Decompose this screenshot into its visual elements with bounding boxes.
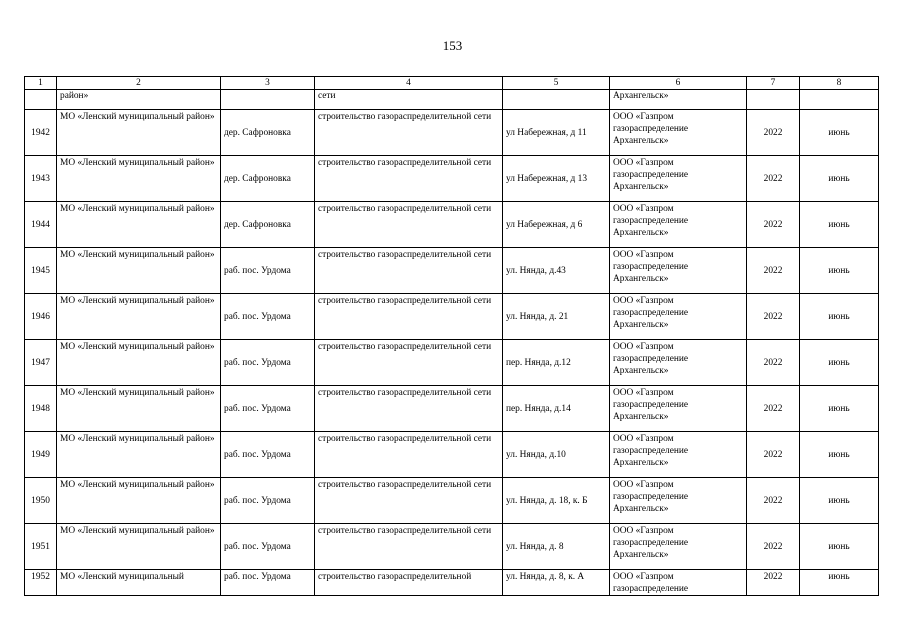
district-cell: район»	[57, 90, 221, 110]
district-cell: МО «Ленский муниципальный район»	[57, 156, 221, 202]
operator-cell: ООО «Газпром газораспределение Архангельск»	[610, 340, 747, 386]
operator-cell: ООО «Газпром газораспределение Архангельск»	[610, 294, 747, 340]
settlement-cell: раб. пос. Урдома	[221, 478, 315, 524]
work-cell: строительство газораспределительной сети	[315, 248, 503, 294]
month-cell: июнь	[800, 294, 879, 340]
year-cell: 2022	[747, 524, 800, 570]
settlement-cell: дер. Сафроновка	[221, 110, 315, 156]
street-cell	[503, 90, 610, 110]
num-cell: 1946	[25, 294, 57, 340]
street-cell: ул Набережная, д 11	[503, 110, 610, 156]
year-cell: 2022	[747, 294, 800, 340]
month-cell: июнь	[800, 110, 879, 156]
num-cell: 1942	[25, 110, 57, 156]
work-cell: строительство газораспределительной сети	[315, 110, 503, 156]
num-cell: 1948	[25, 386, 57, 432]
operator-cell: ООО «Газпром газораспределение Архангельск»	[610, 432, 747, 478]
settlement-cell	[221, 90, 315, 110]
district-cell: МО «Ленский муниципальный район»	[57, 340, 221, 386]
year-cell: 2022	[747, 478, 800, 524]
street-cell: ул Набережная, д 13	[503, 156, 610, 202]
column-number-header	[25, 77, 879, 90]
street-cell: ул. Нянда, д. 8, к. А	[503, 570, 610, 596]
num-cell: 1944	[25, 202, 57, 248]
table-row	[25, 478, 879, 524]
operator-cell: ООО «Газпром газораспределение Архангельск»	[610, 202, 747, 248]
district-cell: МО «Ленский муниципальный район»	[57, 432, 221, 478]
street-cell: ул. Нянда, д. 18, к. Б	[503, 478, 610, 524]
year-cell: 2022	[747, 156, 800, 202]
table-row	[25, 524, 879, 570]
month-cell: июнь	[800, 340, 879, 386]
district-cell: МО «Ленский муниципальный район»	[57, 294, 221, 340]
table-row-last	[25, 570, 879, 596]
header-cell: 1	[25, 77, 57, 90]
year-cell: 2022	[747, 110, 800, 156]
street-cell: пер. Нянда, д.12	[503, 340, 610, 386]
table-row	[25, 386, 879, 432]
header-cell: 2	[57, 77, 221, 90]
settlement-cell: раб. пос. Урдома	[221, 524, 315, 570]
street-cell: пер. Нянда, д.14	[503, 386, 610, 432]
work-cell: строительство газораспределительной	[315, 570, 503, 596]
table-row	[25, 248, 879, 294]
header-cell: 4	[315, 77, 503, 90]
district-cell: МО «Ленский муниципальный район»	[57, 524, 221, 570]
header-cell: 5	[503, 77, 610, 90]
year-cell: 2022	[747, 248, 800, 294]
work-cell: строительство газораспределительной сети	[315, 202, 503, 248]
work-cell: строительство газораспределительной сети	[315, 432, 503, 478]
month-cell: июнь	[800, 156, 879, 202]
continuation-row	[25, 90, 879, 110]
street-cell: ул Набережная, д 6	[503, 202, 610, 248]
header-cell: 7	[747, 77, 800, 90]
district-cell: МО «Ленский муниципальный район»	[57, 386, 221, 432]
settlement-cell: дер. Сафроновка	[221, 156, 315, 202]
district-cell: МО «Ленский муниципальный район»	[57, 478, 221, 524]
num-cell: 1943	[25, 156, 57, 202]
settlement-cell: раб. пос. Урдома	[221, 340, 315, 386]
district-cell: МО «Ленский муниципальный район»	[57, 110, 221, 156]
year-cell: 2022	[747, 570, 800, 596]
operator-cell: ООО «Газпром газораспределение Архангельск»	[610, 156, 747, 202]
work-cell: строительство газораспределительной сети	[315, 524, 503, 570]
month-cell: июнь	[800, 202, 879, 248]
settlement-cell: раб. пос. Урдома	[221, 248, 315, 294]
operator-cell: ООО «Газпром газораспределение	[610, 570, 747, 596]
operator-cell: ООО «Газпром газораспределение Архангельск»	[610, 386, 747, 432]
month-cell: июнь	[800, 432, 879, 478]
table-row	[25, 156, 879, 202]
street-cell: ул. Нянда, д. 21	[503, 294, 610, 340]
year-cell: 2022	[747, 202, 800, 248]
table-row	[25, 294, 879, 340]
work-cell: строительство газораспределительной сети	[315, 156, 503, 202]
operator-cell: ООО «Газпром газораспределение Архангельск»	[610, 478, 747, 524]
district-cell: МО «Ленский муниципальный район»	[57, 248, 221, 294]
street-cell: ул. Нянда, д.43	[503, 248, 610, 294]
num-cell: 1952	[25, 570, 57, 596]
table-row	[25, 340, 879, 386]
month-cell: июнь	[800, 248, 879, 294]
page-number: 153	[442, 38, 463, 53]
work-cell: строительство газораспределительной сети	[315, 294, 503, 340]
work-cell: строительство газораспределительной сети	[315, 340, 503, 386]
operator-cell: Архангельск»	[610, 90, 747, 110]
year-cell: 2022	[747, 386, 800, 432]
year-cell: 2022	[747, 340, 800, 386]
month-cell: июнь	[800, 386, 879, 432]
data-table	[24, 76, 879, 596]
work-cell: строительство газораспределительной сети	[315, 478, 503, 524]
table-row	[25, 110, 879, 156]
num-cell: 1949	[25, 432, 57, 478]
num-cell	[25, 90, 57, 110]
settlement-cell: раб. пос. Урдома	[221, 386, 315, 432]
settlement-cell: дер. Сафроновка	[221, 202, 315, 248]
num-cell: 1951	[25, 524, 57, 570]
num-cell: 1947	[25, 340, 57, 386]
street-cell: ул. Нянда, д. 8	[503, 524, 610, 570]
num-cell: 1950	[25, 478, 57, 524]
num-cell: 1945	[25, 248, 57, 294]
district-cell: МО «Ленский муниципальный район»	[57, 202, 221, 248]
work-cell: строительство газораспределительной сети	[315, 386, 503, 432]
month-cell: июнь	[800, 524, 879, 570]
year-cell	[747, 90, 800, 110]
settlement-cell: раб. пос. Урдома	[221, 432, 315, 478]
work-cell: сети	[315, 90, 503, 110]
settlement-cell: раб. пос. Урдома	[221, 570, 315, 596]
operator-cell: ООО «Газпром газораспределение Архангельск»	[610, 110, 747, 156]
table-row	[25, 432, 879, 478]
district-cell: МО «Ленский муниципальный	[57, 570, 221, 596]
settlement-cell: раб. пос. Урдома	[221, 294, 315, 340]
month-cell: июнь	[800, 570, 879, 596]
table-row	[25, 202, 879, 248]
month-cell: июнь	[800, 478, 879, 524]
header-cell: 3	[221, 77, 315, 90]
month-cell	[800, 90, 879, 110]
header-cell: 6	[610, 77, 747, 90]
operator-cell: ООО «Газпром газораспределение Архангельск»	[610, 248, 747, 294]
year-cell: 2022	[747, 432, 800, 478]
street-cell: ул. Нянда, д.10	[503, 432, 610, 478]
header-cell: 8	[800, 77, 879, 90]
operator-cell: ООО «Газпром газораспределение Архангельск»	[610, 524, 747, 570]
